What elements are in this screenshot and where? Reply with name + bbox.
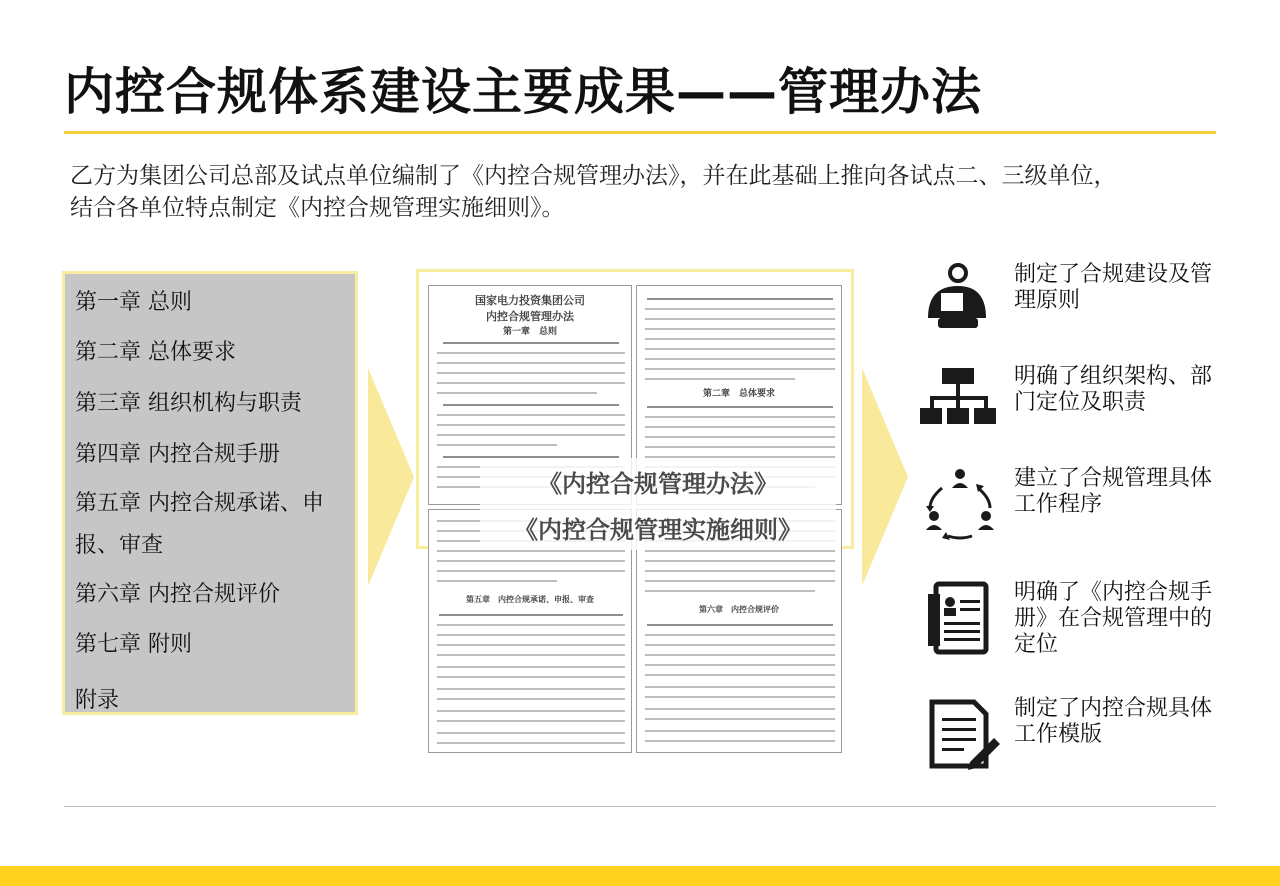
- footer-band: [0, 866, 1280, 886]
- outcome-item-2: [920, 364, 1220, 444]
- document-title-line-2: 内控合规管理办法: [486, 310, 574, 323]
- title-underline: [64, 131, 1216, 134]
- intro-line-2: 结合各单位特点制定《内控合规管理实施细则》。: [70, 195, 565, 221]
- right-arrow-icon: [862, 368, 908, 586]
- outcome-item-1: [920, 262, 1220, 342]
- outcome-text-3: 建立了合规管理具体工作程序: [1014, 466, 1213, 517]
- right-arrow-icon: [368, 368, 414, 586]
- outcome-item-3: [920, 466, 1220, 546]
- document-edit-icon: [920, 696, 1004, 772]
- chapter-item-5: 第五章 内控合规承诺、申: [75, 491, 324, 516]
- page-title: 内控合规体系建设主要成果——管理办法: [64, 63, 982, 121]
- outcome-text-4: 明确了《内控合规手册》在合规管理中的定位: [1014, 580, 1213, 657]
- people-cycle-icon: [920, 466, 1004, 542]
- document-chapter-6: 第六章 内控合规评价: [699, 604, 779, 614]
- document-name-management-measures: 《内控合规管理办法》: [538, 470, 778, 498]
- bottom-divider: [64, 806, 1216, 807]
- outcome-text-2: 明确了组织架构、部门定位及职责: [1014, 364, 1213, 415]
- chapter-item-2: 第二章 总体要求: [75, 340, 236, 365]
- document-chapter-1: 第一章 总则: [502, 327, 557, 337]
- outcome-text-1: 制定了合规建设及管理原则: [1014, 262, 1213, 313]
- intro-paragraph: [70, 160, 1220, 224]
- chapter-item-1: 第一章 总则: [75, 290, 192, 315]
- org-chart-icon: [920, 364, 1004, 440]
- document-title-line-1: 国家电力投资集团公司: [475, 294, 585, 307]
- outcome-item-4: [920, 580, 1220, 672]
- person-presenting-icon: [920, 262, 1004, 338]
- chapter-item-appendix: 附录: [75, 688, 120, 713]
- document-thumbnails: [416, 269, 854, 757]
- document-chapter-2: 第二章 总体要求: [702, 389, 775, 399]
- manual-document-icon: [920, 580, 1004, 656]
- chapter-item-4: 第四章 内控合规手册: [75, 442, 280, 467]
- chapter-item-3: 第三章 组织机构与职责: [75, 391, 302, 416]
- outcome-text-5: 制定了内控合规具体工作模版: [1014, 696, 1213, 747]
- chapter-item-6: 第六章 内控合规评价: [75, 582, 280, 607]
- outcome-item-5: [920, 696, 1220, 776]
- chapter-item-5-cont: 报、审查: [75, 533, 164, 558]
- chapter-list: [62, 271, 358, 715]
- document-names-overlay: [480, 458, 836, 550]
- document-chapter-5: 第五章 内控合规承诺、申报、审查: [466, 594, 594, 604]
- document-name-implementation-rules: 《内控合规管理实施细则》: [514, 516, 802, 544]
- chapter-item-7: 第七章 附则: [75, 632, 192, 657]
- intro-line-1: 乙方为集团公司总部及试点单位编制了《内控合规管理办法》，并在此基础上推向各试点二、三级单位，: [70, 163, 1117, 189]
